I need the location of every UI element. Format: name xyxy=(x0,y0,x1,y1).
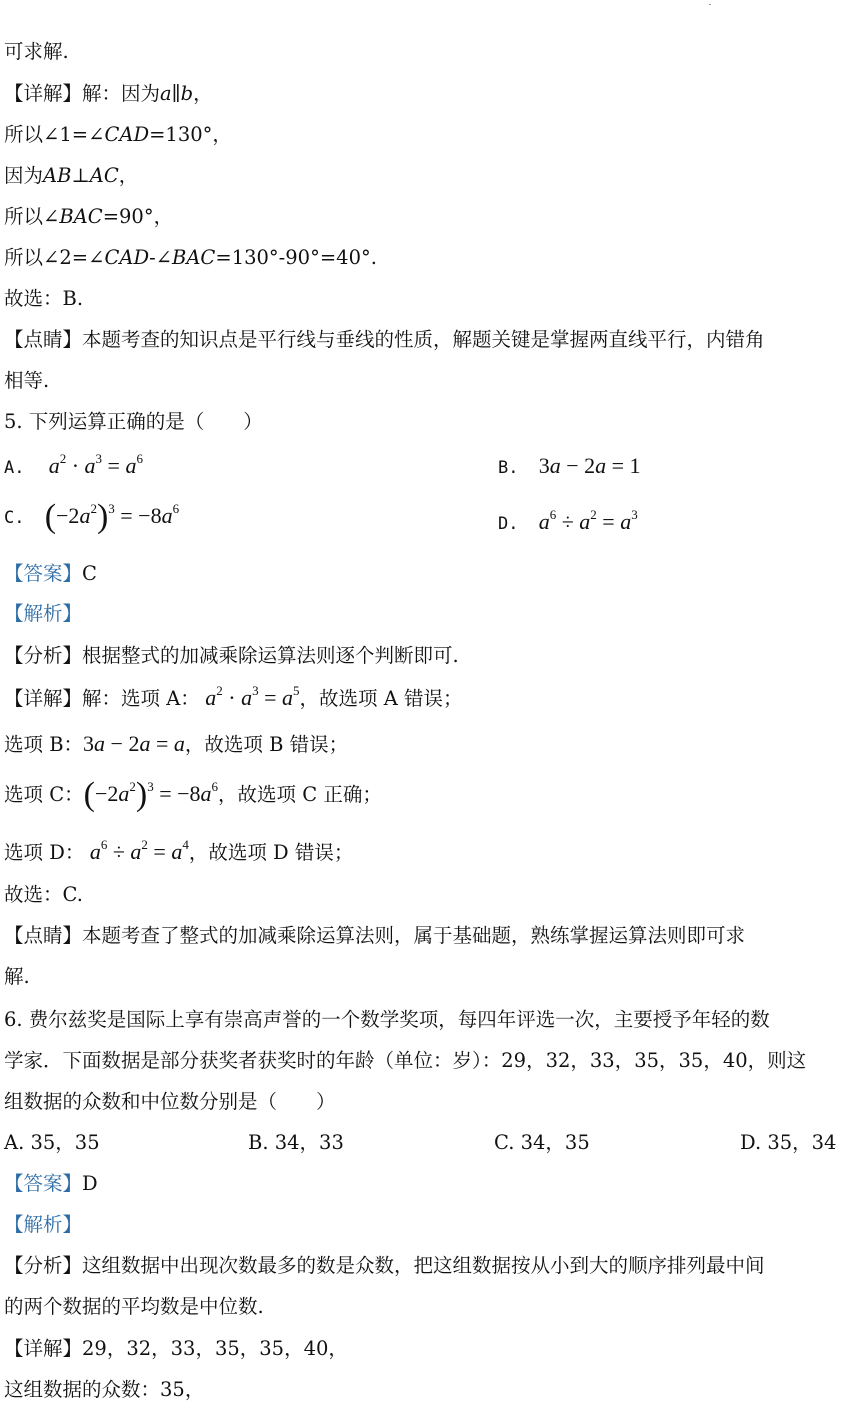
analysis-line: 【分析】这组数据中出现次数最多的数是众数，把这组数据按从小到大的顺序排列最中间 xyxy=(4,1254,765,1277)
analysis-heading: 【解析】 xyxy=(4,1213,83,1236)
text-line: 因为AB⊥AC， xyxy=(4,164,139,187)
detail-line-b: 选项 B：3a − 2a = a，故选项 B 错误； xyxy=(4,731,349,756)
option-b-label: B. xyxy=(498,458,519,478)
q5-options-row-2 xyxy=(4,498,839,542)
option-c: C. 34，35 xyxy=(494,1131,590,1154)
question-6: 6. 费尔兹奖是国际上享有崇高声誉的一个数学奖项，每四年评选一次，主要授予年轻的数 xyxy=(4,1008,770,1031)
text-line: 所以∠2=∠CAD-∠BAC=130°-90°=40°. xyxy=(4,246,377,269)
option-a: A. 35，35 xyxy=(4,1131,100,1154)
detail-line: 这组数据的众数：35， xyxy=(4,1378,205,1401)
option-c-label: C. xyxy=(4,508,25,528)
comment-line: 相等. xyxy=(4,369,50,392)
detail-line: 【详解】解：因为a∥b， xyxy=(4,82,213,105)
formula: $(-2a^2)^3 = -8a^6$ xyxy=(83,776,219,813)
formula: $a^6 \div a^2 = a^4$ xyxy=(89,837,189,864)
question-6: 组数据的众数和中位数分别是（ ） xyxy=(4,1090,336,1113)
answer-choice-line: 故选：B. xyxy=(4,287,84,310)
q6-options-row xyxy=(4,1129,839,1159)
analysis-heading: 【解析】 xyxy=(4,602,83,625)
q5-options-row-1 xyxy=(4,452,839,488)
text-line: 所以∠1=∠CAD=130°， xyxy=(4,123,232,146)
detail-line-a: 【详解】解：选项 A： $a^2 \cdot a^3 = a^5$，故选项 A 错误； xyxy=(4,683,463,710)
option-a-formula: $a^2 \cdot a^3 = a^6$ xyxy=(48,451,143,478)
option-d: D. 35，34 xyxy=(740,1131,837,1154)
formula: 3a − 2a = a xyxy=(83,731,185,756)
text-line: 可求解. xyxy=(4,40,69,63)
comment-line: 【点睛】本题考查了整式的加减乘除运算法则，属于基础题，熟练掌握运算法则即可求 xyxy=(4,924,746,947)
detail-line-c: 选项 C：$(-2a^2)^3 = -8a^6$，故选项 C 正确； xyxy=(4,776,382,813)
scan-dot xyxy=(709,4,711,5)
question-5: 5. 下列运算正确的是（ ） xyxy=(4,410,263,433)
answer-choice-line: 故选：C. xyxy=(4,883,83,906)
answer-line: 【答案】D xyxy=(4,1172,98,1195)
question-6: 学家．下面数据是部分获奖者获奖时的年龄（单位：岁）：29，32，33，35，35，40，则这 xyxy=(4,1049,807,1072)
formula: $a^2 \cdot a^3 = a^5$ xyxy=(205,683,300,710)
option-b-formula: 3a − 2a = 1 xyxy=(538,453,641,478)
option-b: B. 34，33 xyxy=(248,1131,344,1154)
comment-line: 解. xyxy=(4,965,30,988)
option-d-formula: $a^6 \div a^2 = a^3$ xyxy=(538,507,638,534)
answer-line: 【答案】C xyxy=(4,562,97,585)
option-c-formula: $(-2a^2)^3 = -8a^6$ xyxy=(44,498,180,535)
option-a-label: A. xyxy=(4,458,25,478)
detail-line-d: 选项 D： $a^6 \div a^2 = a^4$，故选项 D 错误； xyxy=(4,837,354,864)
analysis-line: 的两个数据的平均数是中位数. xyxy=(4,1295,264,1318)
option-d-label: D. xyxy=(498,514,519,534)
text-line: 所以∠BAC=90°， xyxy=(4,205,174,228)
analysis-line: 【分析】根据整式的加减乘除运算法则逐个判断即可. xyxy=(4,644,459,667)
comment-line: 【点睛】本题考查的知识点是平行线与垂线的性质，解题关键是掌握两直线平行，内错角 xyxy=(4,328,765,351)
detail-line: 【详解】29，32，33，35，35，40， xyxy=(4,1337,348,1360)
